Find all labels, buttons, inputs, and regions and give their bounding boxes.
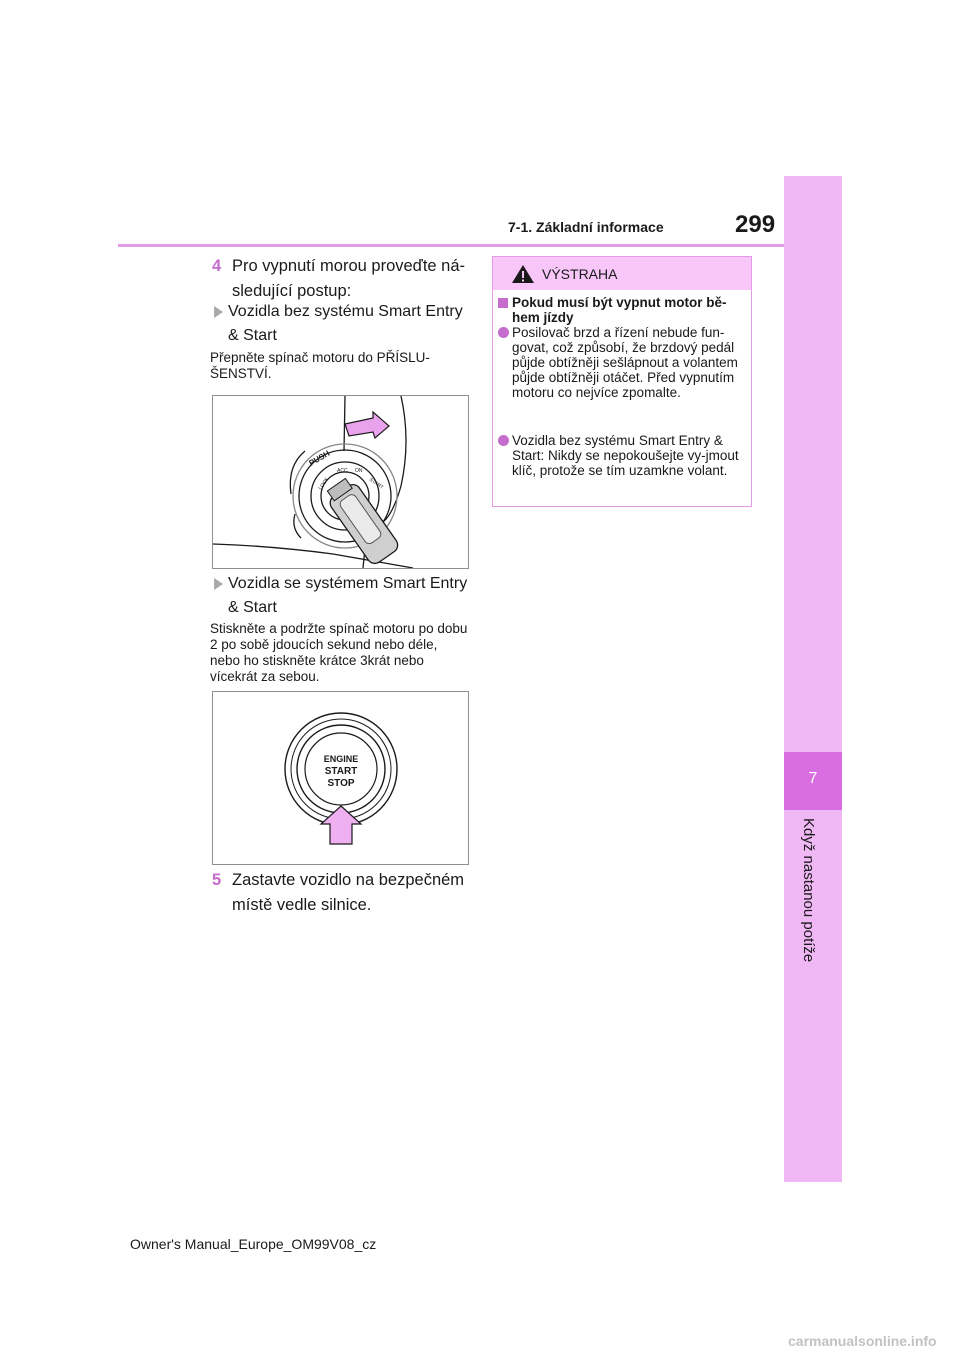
warning-header xyxy=(493,257,751,290)
bullet-text: Vozidla bez systému Smart Entry & Start xyxy=(228,303,463,344)
step-4 xyxy=(212,254,470,304)
bullet-no-smart-entry xyxy=(212,300,470,348)
triangle-bullet-icon xyxy=(214,306,223,318)
triangle-bullet-icon xyxy=(214,578,223,590)
square-bullet-icon xyxy=(498,298,508,308)
push-label: PUSH xyxy=(307,448,332,468)
watermark: carmanualsonline.info xyxy=(788,1333,937,1349)
on-label: ON xyxy=(355,468,363,474)
engine-button-figure xyxy=(212,691,469,865)
stop-label: STOP xyxy=(327,778,355,789)
chapter-side-tab xyxy=(784,176,842,1182)
warning-item-text: Posilovač brzd a řízení nebude fun-govat, což způsobí, že brzdový pedál půjde obtížněji sešlápnout a volantem půjde obtížněji otáčet. Před vypnutím motoru co nejvíce zpomalte. xyxy=(512,325,738,400)
warning-title: VÝSTRAHA xyxy=(542,266,618,282)
note-accessory: Přepněte spínač motoru do PŘÍSLU-ŠENSTVÍ. xyxy=(210,350,430,381)
circle-bullet-icon xyxy=(498,435,509,446)
ignition-key-illustration xyxy=(213,396,468,568)
chapter-title: Když nastanou potíže xyxy=(800,818,817,963)
step-text: Zastavte vozidlo na bezpečném místě vedle silnice. xyxy=(232,871,465,914)
bullet-smart-entry xyxy=(212,572,470,620)
note-press-button: Stiskněte a podržte spínač motoru po dobu 2 po sobě jdoucích sekund nebo déle, nebo ho stiskněte krátce 3krát nebo vícekrát za sebou. xyxy=(210,621,468,684)
manual-footer: Owner's Manual_Europe_OM99V08_cz xyxy=(130,1236,377,1252)
warning-item xyxy=(498,325,746,400)
start-label: START xyxy=(324,766,358,777)
header-rule xyxy=(118,244,784,247)
chapter-number: 7 xyxy=(808,770,818,787)
start-label: START xyxy=(367,476,385,491)
ignition-key-figure xyxy=(212,395,469,569)
warning-subheading-text: Pokud musí být vypnut motor bě-hem jízdy xyxy=(512,295,727,325)
circle-bullet-icon xyxy=(498,327,509,338)
warning-box xyxy=(492,256,752,507)
warning-icon xyxy=(511,264,535,284)
step-number: 5 xyxy=(212,871,222,889)
lock-label: LOCK xyxy=(317,476,331,492)
step-number: 4 xyxy=(212,257,222,275)
warning-subheading xyxy=(498,295,746,325)
engine-label: ENGINE xyxy=(323,754,359,764)
section-title: 7-1. Základní informace xyxy=(508,219,664,235)
press-arrow-icon xyxy=(321,806,361,844)
warning-item-text: Vozidla bez systému Smart Entry & Start: Nikdy se nepokoušejte vy-jmout klíč, protože se tím uzamkne volant. xyxy=(512,433,739,478)
step-5 xyxy=(212,868,470,918)
engine-button-illustration xyxy=(213,692,468,864)
page-number: 299 xyxy=(735,211,776,238)
acc-label: ACC xyxy=(337,468,348,474)
warning-item xyxy=(498,433,746,478)
bullet-text: Vozidla se systémem Smart Entry & Start xyxy=(228,575,468,616)
step-text: Pro vypnutí morou proveďte ná-sledující postup: xyxy=(232,257,466,300)
